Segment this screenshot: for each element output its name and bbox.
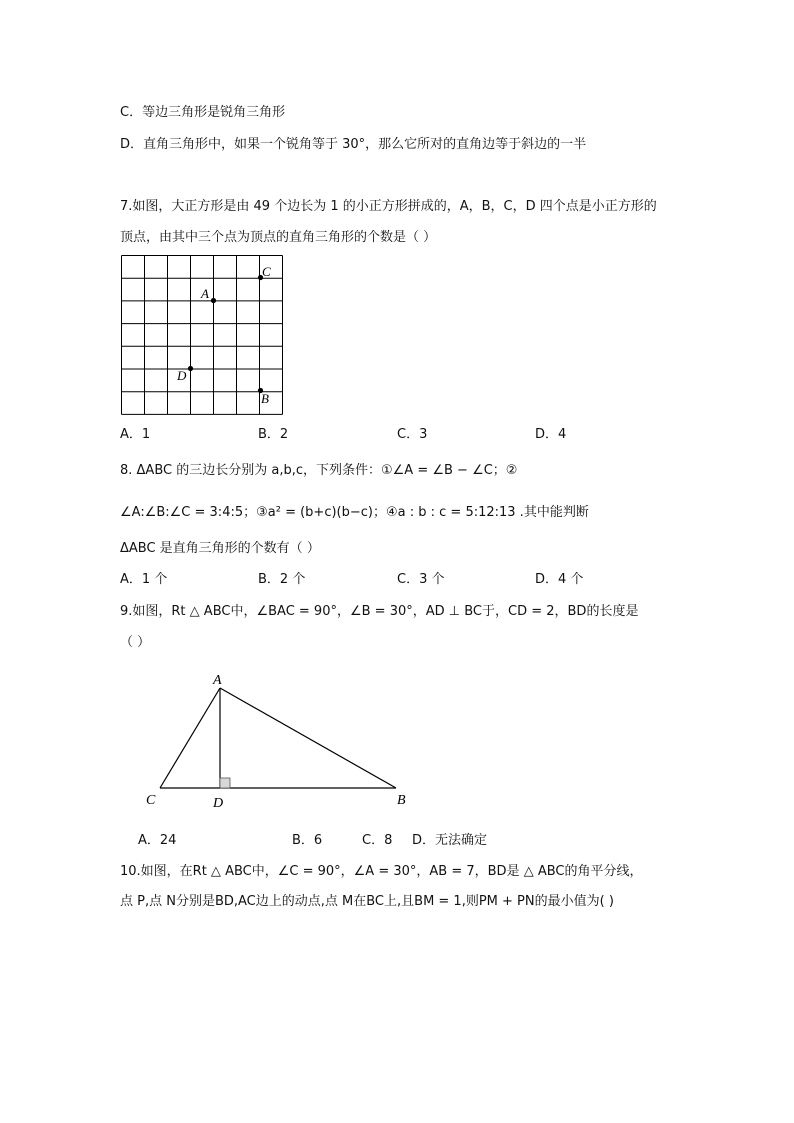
label-b: B <box>397 793 406 808</box>
q8-option-c: C．3 个 <box>397 572 445 587</box>
label-b: B <box>261 391 269 406</box>
point-a <box>211 298 216 303</box>
q8-stem-line1: 8. ΔABC 的三边长分别为 a,b,c，下列条件：①∠A = ∠B − ∠C；② <box>120 463 518 478</box>
point-d <box>188 366 193 371</box>
label-a: A <box>213 673 222 688</box>
q7-stem-line2: 顶点，由其中三个点为顶点的直角三角形的个数是（ ） <box>120 230 437 245</box>
label-c: C <box>146 793 156 808</box>
q7-stem-line1: 7.如图，大正方形是由 49 个边长为 1 的小正方形拼成的，A，B，C，D 四个点是小正方形的 <box>120 199 657 214</box>
q10-stem-line2: 点 P,点 N分别是BD,AC边上的动点,点 M在BC上,且BM = 1,则PM + PN的最小值为( ) <box>120 894 614 909</box>
label-a: A <box>201 286 209 301</box>
q7-option-c: C．3 <box>397 427 428 442</box>
q10-stem-line1: 10.如图，在Rt △ ABC中，∠C = 90°，∠A = 30°，AB = 7，BD是 △ ABC的角平分线， <box>120 864 643 879</box>
q9-option-d: D．无法确定 <box>412 833 488 848</box>
q9-stem-line1: 9.如图，Rt △ ABC中，∠BAC = 90°，∠B = 30°，AD ⊥ BC于，CD = 2，BD的长度是 <box>120 604 639 619</box>
label-d: D <box>213 796 224 811</box>
q6-option-d: D．直角三角形中，如果一个锐角等于 30°，那么它所对的直角边等于斜边的一半 <box>120 137 587 152</box>
label-d: D <box>177 368 187 383</box>
q7-option-d: D．4 <box>535 427 567 442</box>
q7-option-b: B．2 <box>258 427 289 442</box>
q8-option-d: D．4 个 <box>535 572 584 587</box>
q8-stem-line3: ΔABC 是直角三角形的个数有（ ） <box>120 541 320 556</box>
q8-option-b: B．2 个 <box>258 572 306 587</box>
q7-option-a: A．1 <box>120 427 151 442</box>
q9-option-a: A．24 <box>138 833 177 848</box>
q8-option-a: A．1 个 <box>120 572 168 587</box>
q7-grid-figure <box>118 254 288 416</box>
q9-triangle-figure <box>140 668 420 813</box>
side-ab <box>220 688 396 788</box>
q9-option-b: B．6 <box>292 833 323 848</box>
q6-option-c: C．等边三角形是锐角三角形 <box>120 105 286 120</box>
q9-stem-line2: （ ） <box>120 635 151 650</box>
label-c: C <box>262 264 271 279</box>
right-angle-mark <box>220 778 230 788</box>
q9-option-c: C．8 <box>362 833 393 848</box>
side-ca <box>160 688 220 788</box>
q8-stem-line2: ∠A:∠B:∠C = 3:4:5；③a² = (b+c)(b−c)；④a : b : c = 5:12:13 .其中能判断 <box>120 505 589 520</box>
